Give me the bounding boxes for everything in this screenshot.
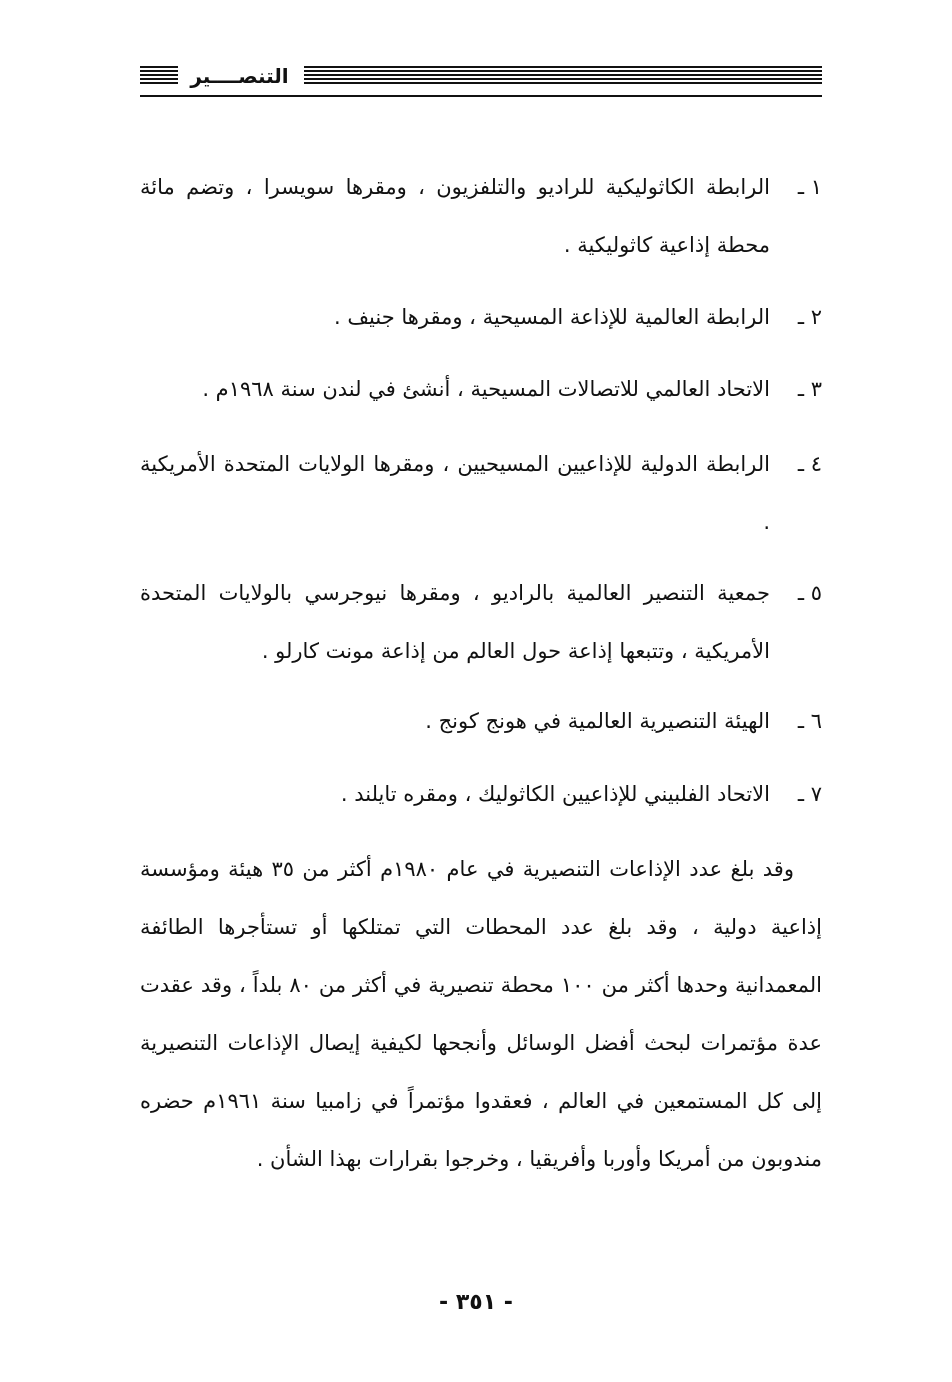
header-decorative-rule-left — [140, 66, 178, 86]
list-item-text: الرابطة الكاثوليكية للراديو والتلفزيون ، ومقرها سويسرا ، وتضم مائة محطة إذاعية كاثوليكية . — [140, 175, 770, 257]
list-item-text: الاتحاد الفلبيني للإذاعيين الكاثوليك ، ومقره تايلند . — [340, 782, 770, 806]
list-item — [140, 564, 822, 680]
list-item — [140, 692, 822, 750]
list-item-text: الاتحاد العالمي للاتصالات المسيحية ، أنشئ في لندن سنة ١٩٦٨م . — [202, 377, 770, 401]
list-item-text: الرابطة العالمية للإذاعة المسيحية ، ومقرها جنيف . — [333, 305, 770, 329]
header-divider — [140, 95, 822, 97]
list-item-text: جمعية التنصير العالمية بالراديو ، ومقرها نيوجرسي بالولايات المتحدة الأمريكية ، وتتبعها إذاعة حول العالم من إذاعة مونت كارلو . — [140, 581, 770, 663]
list-item-number: ٢ ـ — [797, 305, 822, 329]
list-item-text: الهيئة التنصيرية العالمية في هونج كونج . — [425, 709, 770, 733]
list-item — [140, 288, 822, 346]
list-item-text: الرابطة الدولية للإذاعيين المسيحيين ، ومقرها الولايات المتحدة الأمريكية . — [140, 452, 770, 534]
list-item-number: ٤ ـ — [797, 452, 822, 476]
list-item — [140, 435, 822, 551]
running-title: التنصــــير — [190, 64, 289, 88]
page-header — [140, 62, 822, 92]
page-number: - ٣٥١ - — [439, 1290, 513, 1315]
list-item-number: ٧ ـ — [797, 782, 822, 806]
list-item-number: ٥ ـ — [797, 581, 822, 605]
list-item — [140, 360, 822, 418]
list-item — [140, 765, 822, 823]
list-item-number: ٣ ـ — [797, 377, 822, 401]
list-item — [140, 158, 822, 274]
header-decorative-rule-right — [304, 66, 822, 86]
body-paragraph: وقد بلغ عدد الإذاعات التنصيرية في عام ١٩٨٠م أكثر من ٣٥ هيئة ومؤسسة إذاعية دولية ، وقد بلغ عدد المحطات التي تمتلكها أو تستأجرها الطائفة المعمدانية وحدها أكثر من ١٠٠ محطة تنصيرية في أكثر من ٨٠ بلداً ، وقد عقدت عدة مؤتمرات لبحث أفضل الوسائل وأنجحها لكيفية إيصال الإذاعات التنصيرية إلى كل المستمعين في العالم ، فعقدوا مؤتمراً في زامبيا سنة ١٩٦١م حضره مندوبون من أمريكا وأوربا وأفريقيا ، وخرجوا بقرارات بهذا الشأن . — [140, 857, 822, 1171]
list-item-number: ٦ ـ — [797, 709, 822, 733]
list-item-number: ١ ـ — [797, 175, 822, 199]
